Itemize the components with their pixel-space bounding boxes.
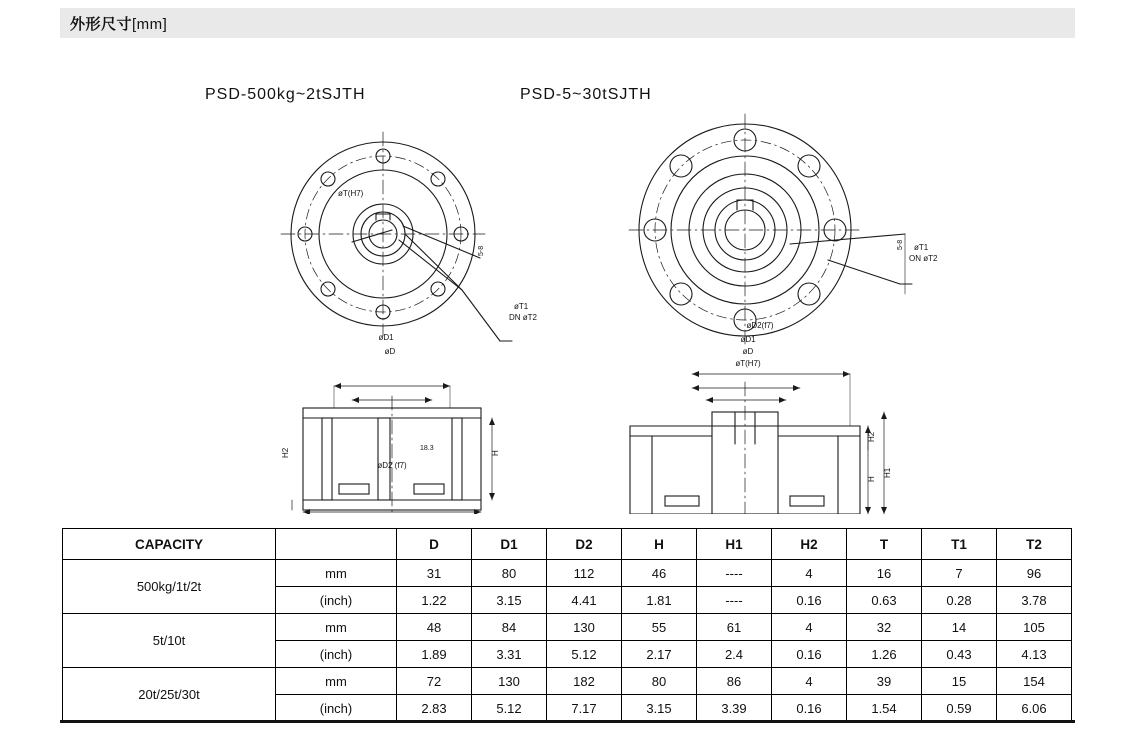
unit-cell: mm [276,614,397,641]
value-cell: 2.17 [622,641,697,668]
value-cell: 31 [397,560,472,587]
value-cell: 154 [997,668,1072,695]
value-cell: 1.89 [397,641,472,668]
right-plan-view [629,114,912,346]
col-header-t: T [847,529,922,560]
value-cell: 5.12 [472,695,547,722]
value-cell: 130 [472,668,547,695]
value-cell: 80 [622,668,697,695]
table-header-row [63,529,1072,560]
capacity-cell: 500kg/1t/2t [63,560,276,614]
annotation-keyway-left: 5-8 [478,245,485,256]
annotation-phi-d-right: øD [742,347,754,356]
value-cell: 55 [622,614,697,641]
value-cell: 0.28 [922,587,997,614]
drawing-caption-left: PSD-500kg~2tSJTH [205,86,366,103]
value-cell: 61 [697,614,772,641]
capacity-cell: 20t/25t/30t [63,668,276,722]
annotation-phi-t1-left: øT1 [514,302,529,311]
col-header-d1: D1 [472,529,547,560]
value-cell: 5.12 [547,641,622,668]
value-cell: 1.26 [847,641,922,668]
annotation-keyway-right: 5-8 [897,239,904,250]
col-header-h: H [622,529,697,560]
unit-cell: mm [276,560,397,587]
table-row [63,614,1072,641]
value-cell: 130 [547,614,622,641]
value-cell: 0.16 [772,641,847,668]
annotation-h2-left: H2 [281,447,290,458]
value-cell: 15 [922,668,997,695]
col-header-t2: T2 [997,529,1072,560]
value-cell: 72 [397,668,472,695]
value-cell: 16 [847,560,922,587]
value-cell: 112 [547,560,622,587]
technical-drawing-area [0,44,1135,514]
value-cell: 3.15 [622,695,697,722]
value-cell: 3.31 [472,641,547,668]
value-cell: 0.16 [772,695,847,722]
table-row [63,560,1072,587]
annotation-phi-d-left: øD [384,347,396,356]
value-cell: 1.22 [397,587,472,614]
value-cell: 84 [472,614,547,641]
annotation-phi-d2-right: øD2(f7) [746,321,774,330]
value-cell: 14 [922,614,997,641]
col-header-d: D [397,529,472,560]
value-cell: 3.78 [997,587,1072,614]
annotation-phi-d2-left: øD2 (f7) [377,461,407,470]
annotation-h-right: H [867,476,876,482]
unit-cell: (inch) [276,641,397,668]
drawing-caption-right: PSD-5~30tSJTH [520,86,652,103]
col-header-h1: H1 [697,529,772,560]
right-side-view [630,371,887,514]
value-cell: 3.39 [697,695,772,722]
left-plan-view [281,132,512,341]
value-cell: 3.15 [472,587,547,614]
value-cell: 7 [922,560,997,587]
annotation-dn-phi-t2-left: DN øT2 [509,313,537,322]
annotation-phi-t-h7: øT(H7) [338,189,364,198]
value-cell: 6.06 [997,695,1072,722]
col-header-d2: D2 [547,529,622,560]
unit-cell: mm [276,668,397,695]
left-side-view [292,383,495,514]
value-cell: 80 [472,560,547,587]
annotation-h-left: H [491,450,500,456]
value-cell: 46 [622,560,697,587]
page-title-text: 外形尺寸 [70,15,133,33]
value-cell: 39 [847,668,922,695]
spec-table-body [63,560,1072,722]
value-cell: ---- [697,587,772,614]
value-cell: 48 [397,614,472,641]
capacity-cell: 5t/10t [63,614,276,668]
value-cell: 4.41 [547,587,622,614]
unit-cell: (inch) [276,695,397,722]
spec-table [62,528,1072,722]
table-row [63,668,1072,695]
spec-table-head [63,529,1072,560]
value-cell: 182 [547,668,622,695]
unit-cell: (inch) [276,587,397,614]
annotation-phi-t-h7-right: øT(H7) [735,359,761,368]
col-header-unit [276,529,397,560]
value-cell: 4 [772,560,847,587]
footer-divider [60,720,1075,723]
value-cell: 105 [997,614,1072,641]
annotation-h2-right: H2 [867,431,876,442]
value-cell: 1.54 [847,695,922,722]
annotation-h1-right: H1 [883,467,892,478]
annotation-on-phi-t2-right: ON øT2 [909,254,938,263]
value-cell: 7.17 [547,695,622,722]
annotation-phi-t1-right: øT1 [914,243,929,252]
drawing-svg [0,44,1135,514]
value-cell: 1.81 [622,587,697,614]
value-cell: 32 [847,614,922,641]
annotation-phi-d1-left: øD1 [378,333,394,342]
value-cell: 96 [997,560,1072,587]
value-cell: 2.83 [397,695,472,722]
value-cell: 0.43 [922,641,997,668]
value-cell: 4.13 [997,641,1072,668]
col-header-t1: T1 [922,529,997,560]
spec-table-wrapper [62,528,1072,722]
col-header-capacity: CAPACITY [63,529,276,560]
value-cell: 0.63 [847,587,922,614]
value-cell: ---- [697,560,772,587]
value-cell: 4 [772,668,847,695]
page-title [60,13,167,34]
annotation-phi-d1-right: øD1 [740,335,756,344]
value-cell: 0.16 [772,587,847,614]
section-header-bar [60,8,1075,38]
page-title-unit: [mm] [132,15,168,33]
col-header-h2: H2 [772,529,847,560]
value-cell: 0.59 [922,695,997,722]
annotation-depth-note-left: 18.3 [420,445,434,452]
value-cell: 86 [697,668,772,695]
value-cell: 4 [772,614,847,641]
value-cell: 2.4 [697,641,772,668]
